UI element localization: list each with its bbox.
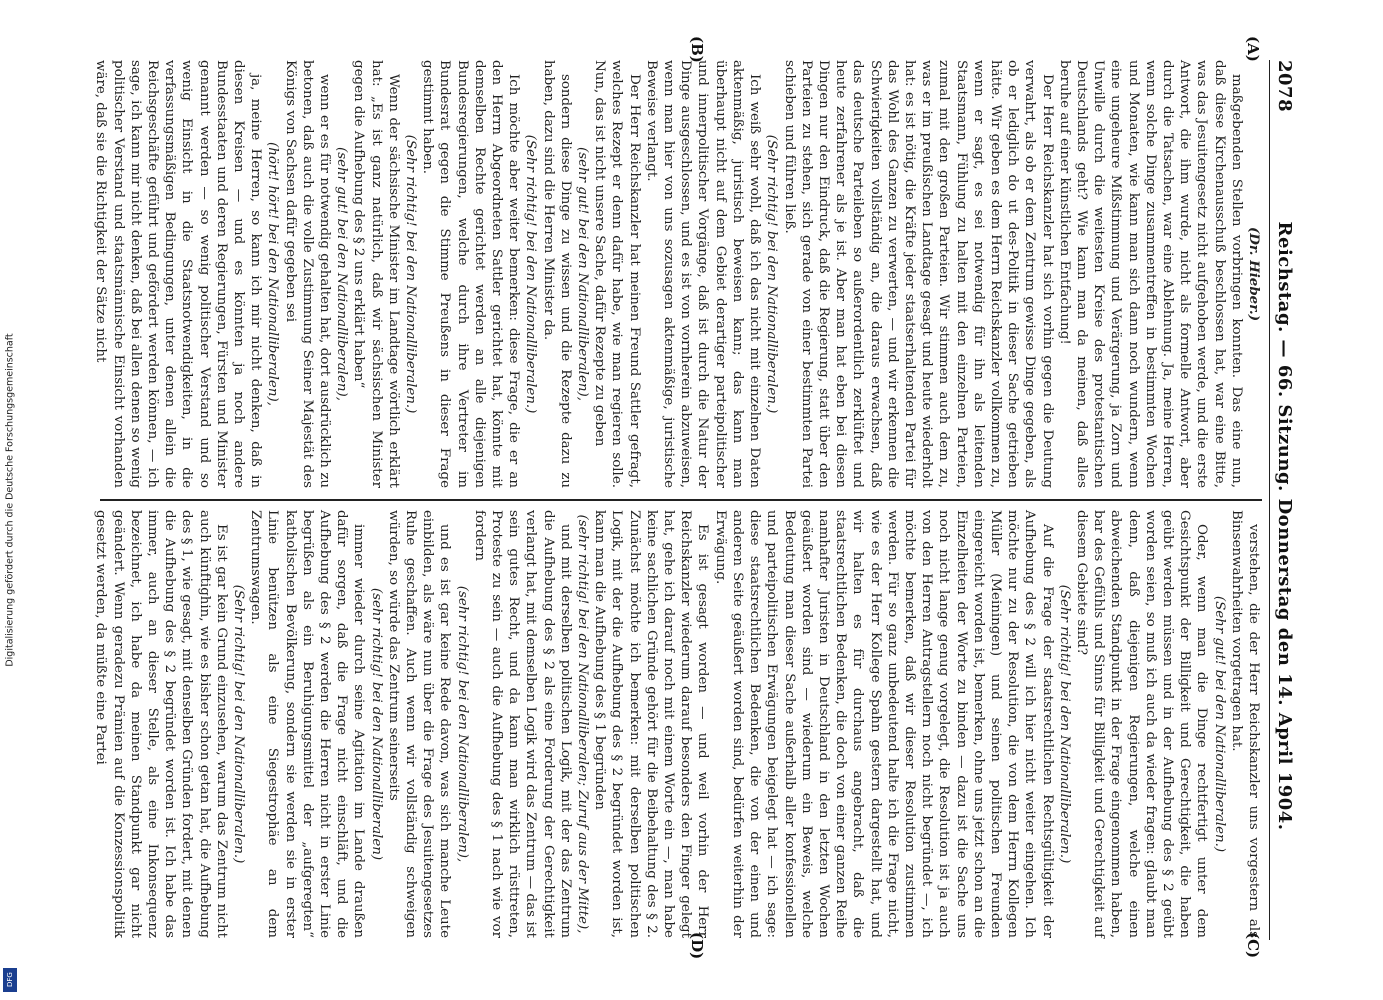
funding-notice-text: Digitalisierung gefördert durch die Deutsche Forschungsgemeinschaft (4, 333, 16, 667)
interjection: (Sehr richtig! bei den Nationalliberalen.) (523, 134, 539, 414)
interjection: (Sehr richtig! bei den Nationalliberalen.) (403, 134, 419, 414)
rotated-newspaper-page (76, 36, 1306, 960)
paragraph: Der Herr Reichskanzler hat meinen Freund Sattler gefragt, welches Rezept er denn dafür habe, wie man regieren solle. Nun, das ist nicht unsere Sache, dafür Rezepte zu geben (592, 60, 642, 488)
speaker-name: (Dr. Hieber.) (1246, 226, 1262, 322)
interjection: (Sehr richtig! bei den Nationalliberalen.) (231, 584, 247, 864)
interjection: (sehr gut! bei den Nationalliberalen), (575, 146, 591, 401)
paragraph: Es ist gar kein Grund einzusehen, warum das Zentrum nicht auch künftighin, wie es bisher schon getan hat, die Aufhebung des § 1, wie gesagt, mit denselben Gründen fordert, mit denen die Aufhebung des § 2 begründet worden ist. Ich habe das immer, auch an dieser Stelle, als eine Inkonsequenz bezeichnet, ich habe da meinen Standpunkt gar nicht geändert. Wenn geradezu Prämien auf die Konzessionspolitik gesetzt werden, da müßte eine Partei (93, 510, 229, 938)
interjection: (sehr richtig! bei den Nationalliberalen), (454, 585, 470, 863)
right-column (93, 510, 1262, 938)
paragraph: Oder, wenn man die Dinge rechtfertigt unter dem Gesichtspunkt der Billigkeit und Gerechtigkeit, die haben geübt werden müssen und in der Aufhebung des § 2 geübt worden seien, so muß ich auch da wieder fragen: glaubt man denn, daß diejenigen Regierungen, welche einen abweichenden Standpunkt in der Frage eingenommen haben, bar des Gefühls und Sinns für Billigkeit und Gerechtigkeit auf diesem Gebiete sind? (1073, 510, 1210, 938)
paragraph: Wenn der sächsische Minister im Landtage wörtlich erklärt hat: „Es ist ganz natürlich, daß wir sächsischen Minister gegen die Aufhebung des § 2 uns erklärt haben“ (351, 60, 401, 488)
paragraph: Auf die Frage der staatsrechtlichen Rechtsgültigkeit der Aufhebung des § 2 will ich hier nicht weiter eingehen. Ich möchte nur zu der Resolution, die von dem Herrn Kollegen Müller (Meiningen) und seinen politischen Freunden eingereicht worden ist, bemerken, ohne uns jetzt schon an die Einzelheiten der Worte zu binden — dazu ist die Sache uns noch nicht lange genug vorgelegt, die Resolution ist ja auch von den Herren Antragstellern noch nicht begründet —, ich möchte bemerken, daß wir dieser Resolution zustimmen werden. Für so ganz unbedeutend halte ich die Frage nicht, wie es der Herr Kollege Spahn gestern dargestellt hat, und wir halten es für durchaus angebracht, daß die staatsrechtlichen Bedenken, die doch von einer ganzen Reihe namhafter Juristen in Deutschland in den letzten Wochen geäußert worden sind — wiederum ein Beweis, welche Bedeutung man dieser Sache außerhalb aller konfessionellen und parteipolitischen Erwägungen beigelegt hat — ich sage: diese staatsrechtlichen Bedenken, die von der einen und anderen Seite geäußert worden sind, bedürfen weiterhin der Erwägung. (712, 510, 1055, 938)
interjection: (Sehr richtig! bei den Nationalliberalen.) (764, 134, 780, 414)
column-divider (100, 499, 1262, 501)
paragraph: Ich möchte aber weiter bemerken: diese Frage, die er an den Herrn Abgeordneten Sattler gerichtet hat, könnte mit demselben Rechte gerichtet werden an alle diejenigen Bundesregierungen, welche durch ihre Vertreter im Bundesrat gegen die Stimme Preußens in dieser Frage gestimmt haben. (420, 60, 522, 488)
dfg-logo: DFG (3, 968, 17, 992)
page-header (1272, 60, 1298, 940)
paragraph: Es ist gesagt worden — und weil vorhin der Herr Reichskanzler wiederum darauf besonders den Finger gelegt hat, gehe ich darauf noch mit einem Worte ein —, man habe keine sachlichen Gründe gehört für die Beibehaltung des § 2. Zunächst möchte ich bemerken: mit derselben politischen Logik, mit der die Aufhebung des § 2 begründet worden ist, kann man die Aufhebung des § 1 begründen (592, 510, 711, 938)
page-number: 2078 (1274, 60, 1296, 113)
paragraph: sondern diese Dinge zu wissen und die Rezepte dazu zu haben, dazu sind die Herren Minister da. (540, 60, 573, 488)
interjection: (sehr richtig! bei den Nationalliberalen; Zuruf aus der Mitte), (575, 514, 591, 934)
margin-mark-c: (C) (1244, 932, 1262, 959)
paragraph: maßgebenden Stellen vorbringen konnten. Das eine nun, daß diese Kirchenausschuß beschlossen hat, war eine Bitte, was das Jesuitengesetz nicht aufgehoben werde, und die erste Antwort, die ihm wurde, nicht als formelle Antwort, aber durch die Tatsachen, war eine Ablehnung. Ja, meine Herren, wenn solche Dinge zusammentreffen in bestimmten Wochen und Monaten, wie kann man sich dann noch wundern, wenn eine ungeheure Mißstimmung und Verärgerung, ja Zorn und Unwille durch die weitesten Kreise des protestantischen Deutschlands geht? Wie kann man da meinen, daß alles beruhe auf einer künstlichen Entfachung! (1056, 60, 1244, 488)
paragraph: Der Herr Reichskanzler hat sich vorhin gegen die Deutung verwahrt, als ob er dem Zentrum gewisse Dinge gegeben, als ob er lediglich do ut des-Politik in dieser Sache getrieben hätte. Wir geben es dem Herrn Reichskanzler vollkommen zu, wenn er sagt, es sei notwendig für ihn als leitenden Staatsmann, Fühlung zu halten mit den einzelnen Parteien, zumal mit den großen Parteien. Wir stimmen auch dem zu, was er im preußischen Landtage gesagt und heute wiederholt hat: es ist nötig, die Kräfte jeder staatserhaltenden Partei für das Wohl des Ganzen zu verwerten, — und wir erkennen die Schwierigkeiten vollständig an, die daraus erwachsen, daß das deutsche Parteileben so außerordentlich zerklüftet und heute zerfahrener als je ist. Aber man hat eben bei diesen Dingen nur den Eindruck, daß die Regierung, statt über den Parteien zu stehen, sich gerade von einer bestimmten Partei schieben und führen ließ. (781, 60, 1055, 488)
paragraph: und mit derselben politischen Logik, mit der das Zentrum die Aufhebung des § 2 als eine Forderung der Gerechtigkeit verlangt hat, mit demselben Logik wird das Zentrum — das ist sein gutes Recht, und da kann man wirklich rüsttreten, Proteste zu sein — auch die Aufhebung des § 1 nach wie vor fordern (471, 510, 573, 938)
margin-mark-d: (D) (688, 932, 706, 960)
interjection: (Sehr gut! bei den Nationalliberalen.) (1211, 595, 1227, 853)
paragraph: Ich weiß sehr wohl, daß ich das nicht mit einzelnen Daten aktenmäßig, juristisch beweisen kann; das kann man überhaupt nicht auf dem Gebiet derartiger parteipolitischer und innerpolitischer Vorgänge, daß ist durch die Natur der Dinge ausgeschlossen, und es ist von vornherein abzuweisen, wenn man hier von uns sozusagen aktenmäßige, juristische Beweise verlangt. (643, 60, 763, 488)
page-title: Reichstag. — 66. Sitzung. Donnerstag den 14. April 1904. (1274, 221, 1296, 831)
interjection: (sehr richtig! bei den Nationalliberalen) (368, 587, 384, 861)
margin-mark-b: (B) (688, 36, 706, 63)
paragraph: und es ist gar keine Rede davon, was sich manche Leute einbilden, als wäre nun über die Frage des Jesuitengesetzes Ruhe geschaffen. Auch wenn wir vollständig schweigen würden, so würde das Zentrum seinerseits (385, 510, 453, 938)
header-rule (1269, 60, 1270, 940)
interjection: (hört! hört! bei den Nationalliberalen), (265, 142, 281, 406)
margin-mark-a: (A) (1244, 36, 1262, 62)
left-column (93, 60, 1262, 488)
paragraph: wenn er es für notwendig gehalten hat, dort ausdrücklich zu betonen, daß auch die volle Zustimmung Seiner Majestät des Königs von Sachsen dafür gegeben sei (282, 60, 333, 488)
paragraph: ja, meine Herren, so kann ich mir nicht denken, daß in diesen Kreisen — und es könnten ja noch andere Bundesstaaten und deren Regierungen, Fürsten und Minister genannt werden — so wenig politischer Verstand und so wenig Einsicht in die Staatsnotwendigkeiten, in die verfassungsmäßigen Bedingungen, unter denen allein die Reichsgeschäfte geführt und gefördert werden können, — ich sage, ich kann mir nicht denken, daß bei allen denen so wenig politischer Verstand und staatsmännische Einsicht vorhanden wäre, daß sie die Richtigkeit der Sätze nicht (93, 60, 264, 488)
digitization-notice (0, 0, 20, 1000)
paragraph: verstehen, die der Herr Reichskanzler uns vorgestern als Binsenwahrheiten vorgetragen hat. (1228, 510, 1261, 938)
interjection: (Sehr richtig! bei den Nationalliberalen.) (1056, 584, 1072, 864)
interjection: (sehr gut! bei den Nationalliberalen), (334, 146, 350, 401)
paragraph: immer wieder durch seine Agitation im Lande draußen dafür sorgen, daß die Frage nicht einschläft, und die Aufhebung des § 2 werden die Herren nicht in erster Linie begrüßen als ein Beruhigungsmittel der „aufgeregten“ katholischen Bevölkerung, sondern sie werden sie in erster Linie benützen als eine Siegestrophäe an dem Zentrumswagen. (248, 510, 367, 938)
